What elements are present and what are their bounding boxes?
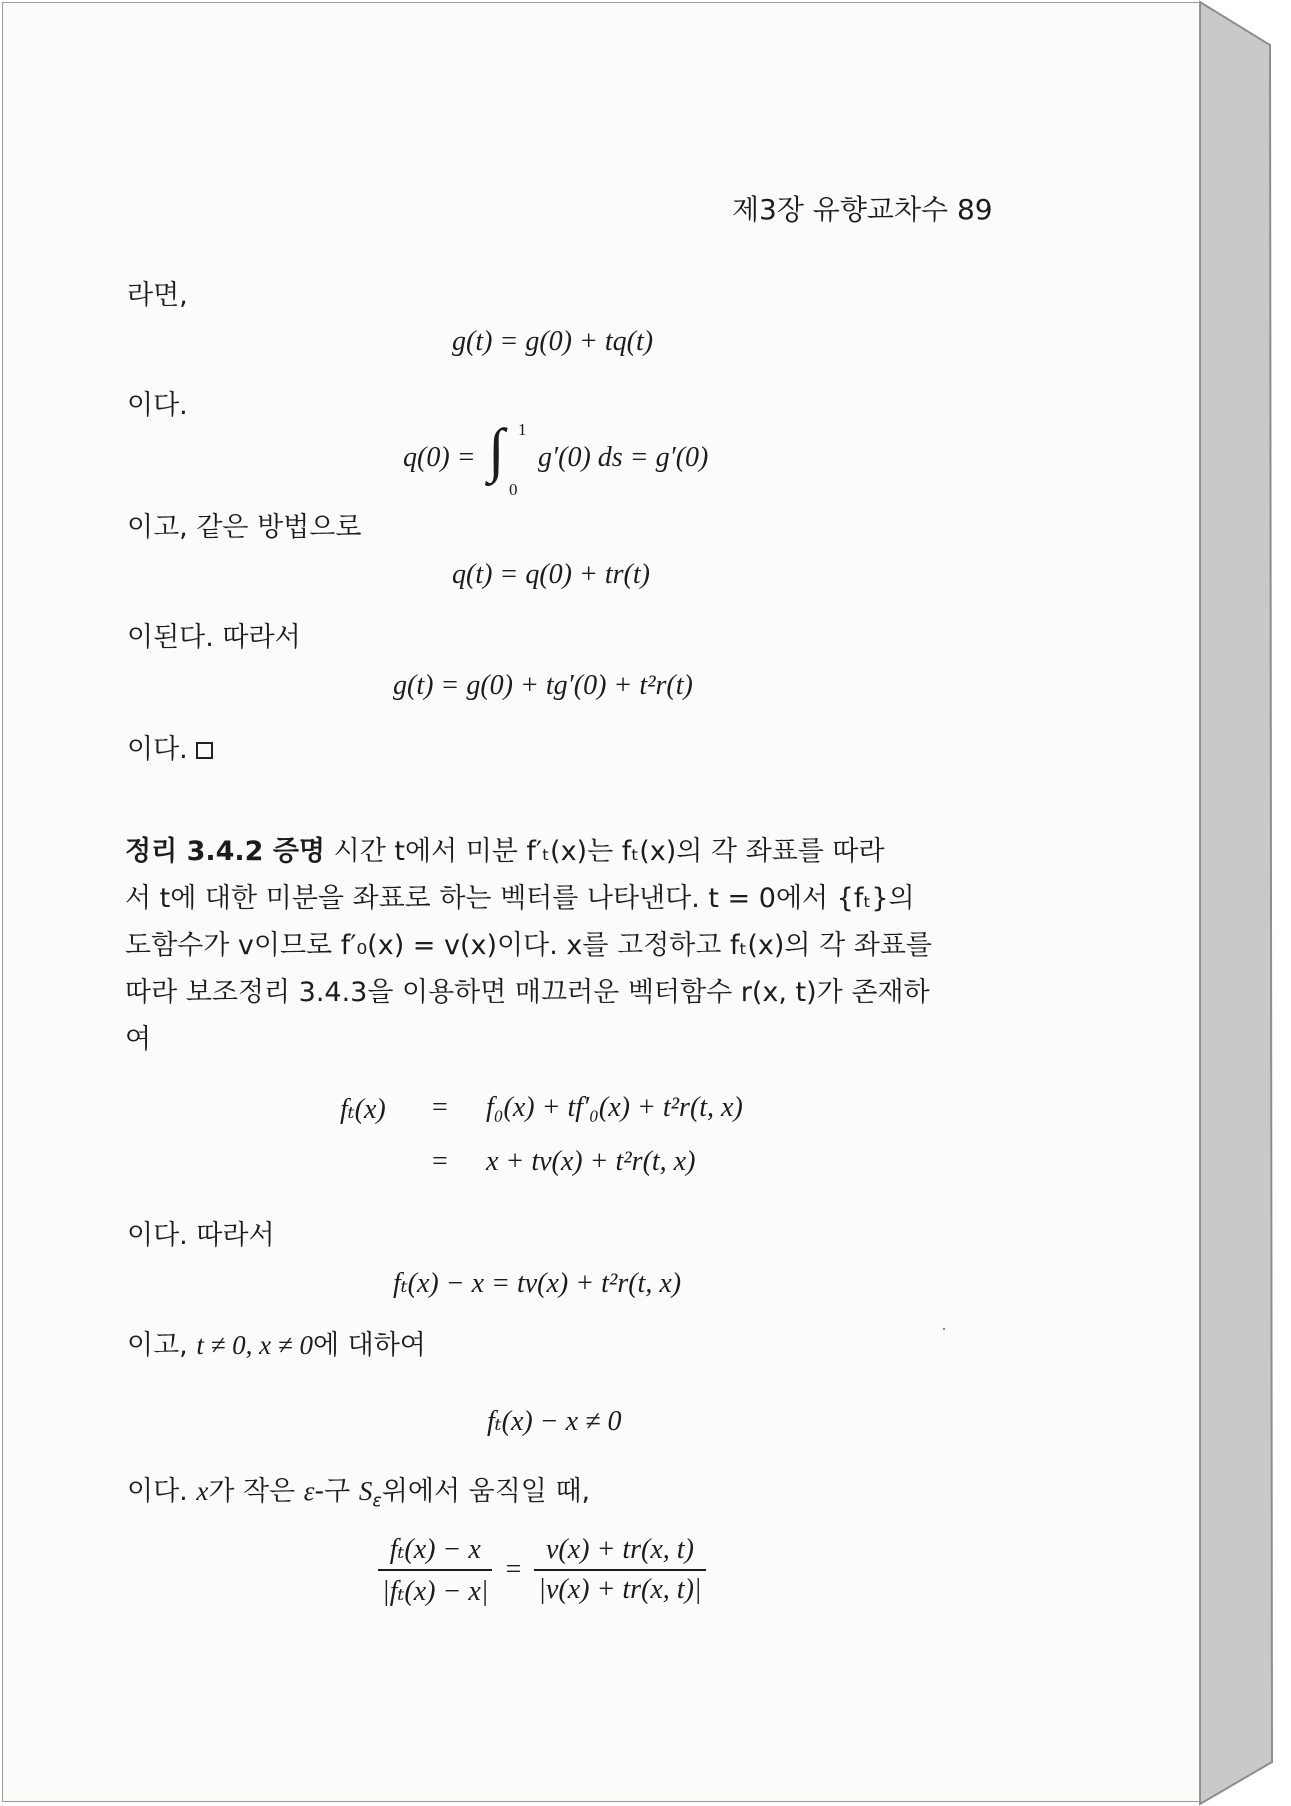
equation-3: q(t) = q(0) + tr(t) [452, 559, 650, 590]
line8-mid2: -구 [314, 1476, 359, 1507]
text-line-5 [127, 736, 213, 763]
equation-8 [378, 1532, 706, 1608]
eq2-right: g′(0) ds = g′(0) [538, 442, 709, 473]
text-line-3: 이고, 같은 방법으로 [127, 512, 362, 543]
text-line-7-math: t ≠ 0, x ≠ 0 [196, 1330, 313, 1360]
theorem-line-5: 여 [125, 1024, 152, 1055]
theorem-line-4: 따라 보조정리 3.4.3을 이용하면 매끄러운 벡터함수 r(x, t)가 존재하 [125, 977, 930, 1008]
line8-mid: 가 작은 [208, 1476, 304, 1507]
equation-6: fₜ(x) − x = tv(x) + t²r(t, x) [393, 1268, 682, 1299]
text-line-6: 이다. 따라서 [127, 1220, 275, 1251]
text-line-2: 이다. [127, 390, 188, 421]
integral-sign: ∫ [488, 417, 505, 483]
eq5a-right: f₀(x) + tf′₀(x) + t²r(t, x) [486, 1092, 743, 1123]
fraction-right-numerator: v(x) + tr(x, t) [534, 1534, 705, 1571]
eq5b-equals: = [432, 1146, 448, 1177]
qed-square-icon [196, 742, 213, 759]
eq5a-left: fₜ(x) [340, 1094, 386, 1125]
fraction-right-denominator: |v(x) + tr(x, t)| [538, 1574, 702, 1605]
line8-S: S [358, 1476, 373, 1506]
scan-speck [943, 1328, 945, 1330]
line8-S-sub: ε [372, 1491, 382, 1512]
integral-upper-limit: 1 [518, 420, 527, 439]
line8-post: 위에서 움직일 때, [381, 1476, 591, 1507]
equation-7: fₜ(x) − x ≠ 0 [487, 1406, 622, 1437]
text-line-7 [127, 1332, 426, 1359]
line8-pre: 이다. [127, 1476, 197, 1507]
theorem-paragraph [125, 828, 1015, 1063]
fraction-right [534, 1534, 705, 1606]
eq5a-equals: = [432, 1092, 448, 1123]
text-line-8 [127, 1478, 590, 1511]
line8-x: x [196, 1476, 209, 1506]
running-header: 제3장 유향교차수 89 [732, 193, 993, 226]
theorem-line-1 [125, 828, 1015, 875]
text-line-4: 이된다. 따라서 [127, 622, 301, 653]
integral-lower-limit: 0 [509, 480, 518, 499]
eq8-equals: = [505, 1554, 522, 1585]
eq5b-right: x + tv(x) + t²r(t, x) [486, 1146, 696, 1177]
text-line-7-pre: 이고, [127, 1330, 197, 1361]
text-line-1: 라면, [127, 280, 188, 311]
equation-1: g(t) = g(0) + tq(t) [452, 326, 654, 357]
eq2-left: q(0) = [403, 442, 476, 473]
theorem-line-2: 서 t에 대한 미분을 좌표로 하는 벡터를 나타낸다. t = 0에서 {fₜ}의 [125, 883, 915, 914]
theorem-label: 정리 3.4.2 증명 [125, 836, 326, 867]
fraction-left-denominator: |fₜ(x) − x| [382, 1576, 489, 1607]
fraction-left [378, 1532, 492, 1608]
theorem-line-1-text: 시간 t에서 미분 f′ₜ(x)는 fₜ(x)의 각 좌표를 따라 [333, 836, 885, 867]
equation-4: g(t) = g(0) + tg′(0) + t²r(t) [393, 670, 693, 701]
theorem-line-3: 도함수가 v이므로 f′₀(x) = v(x)이다. x를 고정하고 fₜ(x)의 각 좌표를 [125, 930, 933, 961]
text-line-5-label: 이다. [127, 734, 188, 765]
text-line-7-post: 에 대하여 [312, 1330, 426, 1361]
line8-epsilon: ε [303, 1476, 315, 1506]
fraction-left-numerator: fₜ(x) − x [378, 1532, 492, 1571]
